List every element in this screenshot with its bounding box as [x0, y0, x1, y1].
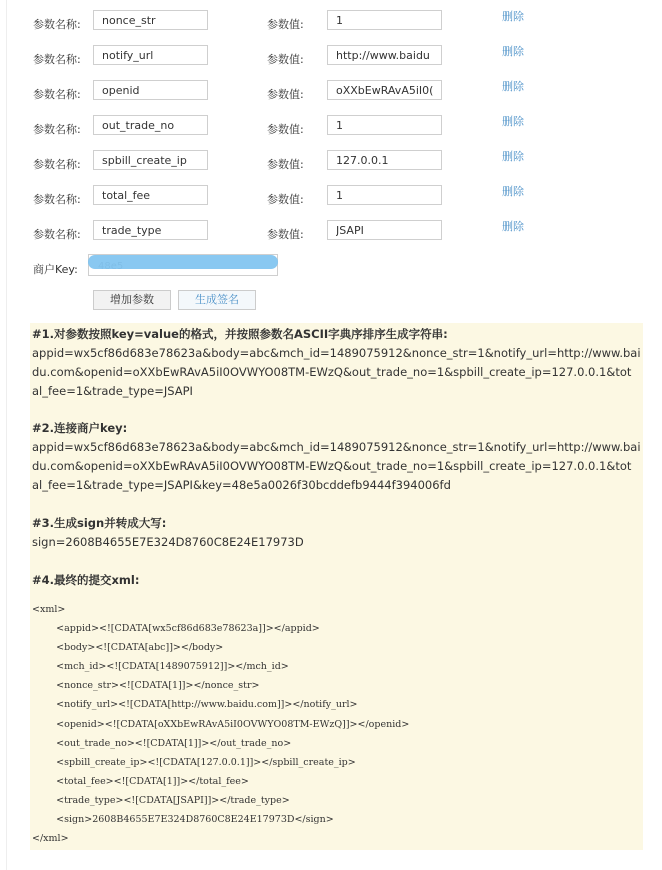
param-value-label: 参数值:	[267, 53, 304, 66]
step1-line: appid=wx5cf86d683e78623a&body=abc&mch_id=1489075912&nonce_str=1&notify_url=http://www.bai	[32, 346, 641, 360]
result-panel	[30, 323, 643, 850]
param-name-label: 参数名称:	[33, 18, 81, 31]
param-value-input[interactable]	[327, 10, 442, 30]
generate-sign-button[interactable]: 生成签名	[178, 290, 256, 310]
param-name-label: 参数名称:	[33, 123, 81, 136]
delete-param-link[interactable]: 删除	[502, 115, 524, 128]
step4-heading: #4.最终的提交xml:	[32, 573, 140, 587]
param-value-input[interactable]	[327, 115, 442, 135]
param-value-input[interactable]	[327, 80, 442, 100]
step2-heading: #2.连接商户key:	[32, 421, 128, 435]
param-name-label: 参数名称:	[33, 53, 81, 66]
param-value-label: 参数值:	[267, 158, 304, 171]
param-name-input[interactable]	[93, 45, 208, 65]
param-name-input[interactable]	[93, 115, 208, 135]
param-row	[0, 150, 662, 180]
xml-output: <xml> <appid><![CDATA[wx5cf86d683e78623a]]></appid> <body><![CDATA[abc]]></body> <mch_id><![CDATA[1489075912]]></mch_id> <nonce_str><![CDATA[1]]></nonce_str> <notify_url><![CDATA[http://www.baidu.com]]></notify_url> <openid><![CDATA[oXXbEwRAvA5iI0OVWYO08TM-EWzQ]]></openid> <out_trade_no><![CDATA[1]]></out_trade_no> <spbill_create_ip><![CDATA[127.0.0.1]]></spbill_create_ip> <total_fee><![CDATA[1]]></total_fee> <trade_type><![CDATA[JSAPI]]></trade_type> <sign>2608B4655E7E324D8760C8E24E17973D</sign> </xml>	[32, 604, 410, 845]
step2-text	[32, 438, 641, 494]
delete-param-link[interactable]: 删除	[502, 185, 524, 198]
param-row	[0, 10, 662, 40]
param-name-label: 参数名称:	[33, 193, 81, 206]
param-row	[0, 115, 662, 145]
step3-heading: #3.生成sign并转成大写:	[32, 516, 167, 530]
param-name-input[interactable]	[93, 185, 208, 205]
param-value-input[interactable]	[327, 150, 442, 170]
step3-text: sign=2608B4655E7E324D8760C8E24E17973D	[32, 535, 304, 549]
step1-heading: #1.对参数按照key=value的格式，并按照参数名ASCII字典序排序生成字符串:	[32, 327, 448, 341]
step1-line: al_fee=1&trade_type=JSAPI	[32, 383, 193, 398]
param-name-input[interactable]	[93, 10, 208, 30]
param-value-label: 参数值:	[267, 228, 304, 241]
delete-param-link[interactable]: 删除	[502, 150, 524, 163]
step2-line: du.com&openid=oXXbEwRAvA5iI0OVWYO08TM-EWzQ&out_trade_no=1&spbill_create_ip=127.0.0.1&tot	[32, 458, 632, 473]
redaction-overlay	[88, 255, 278, 269]
param-row	[0, 80, 662, 110]
param-row	[0, 220, 662, 250]
param-value-label: 参数值:	[267, 18, 304, 31]
param-row	[0, 185, 662, 215]
step2-line: appid=wx5cf86d683e78623a&body=abc&mch_id=1489075912&nonce_str=1&notify_url=http://www.bai	[32, 440, 641, 454]
param-value-label: 参数值:	[267, 123, 304, 136]
delete-param-link[interactable]: 删除	[502, 45, 524, 58]
param-name-label: 参数名称:	[33, 88, 81, 101]
param-value-input[interactable]	[327, 45, 442, 65]
param-value-label: 参数值:	[267, 88, 304, 101]
param-value-label: 参数值:	[267, 193, 304, 206]
step1-text	[32, 344, 641, 400]
param-name-input[interactable]	[93, 80, 208, 100]
delete-param-link[interactable]: 删除	[502, 10, 524, 23]
add-param-button[interactable]: 增加参数	[93, 290, 171, 310]
param-name-input[interactable]	[93, 220, 208, 240]
param-name-label: 参数名称:	[33, 228, 81, 241]
delete-param-link[interactable]: 删除	[502, 220, 524, 233]
step2-line: al_fee=1&trade_type=JSAPI&key=48e5a0026f30bcddefb9444f394006fd	[32, 477, 451, 492]
param-value-input[interactable]	[327, 185, 442, 205]
delete-param-link[interactable]: 删除	[502, 80, 524, 93]
param-name-input[interactable]	[93, 150, 208, 170]
merchant-key-label: 商户Key:	[33, 263, 78, 276]
step1-line: du.com&openid=oXXbEwRAvA5iI0OVWYO08TM-EWzQ&out_trade_no=1&spbill_create_ip=127.0.0.1&tot	[32, 364, 632, 379]
param-value-input[interactable]	[327, 220, 442, 240]
param-name-label: 参数名称:	[33, 158, 81, 171]
param-row	[0, 45, 662, 75]
